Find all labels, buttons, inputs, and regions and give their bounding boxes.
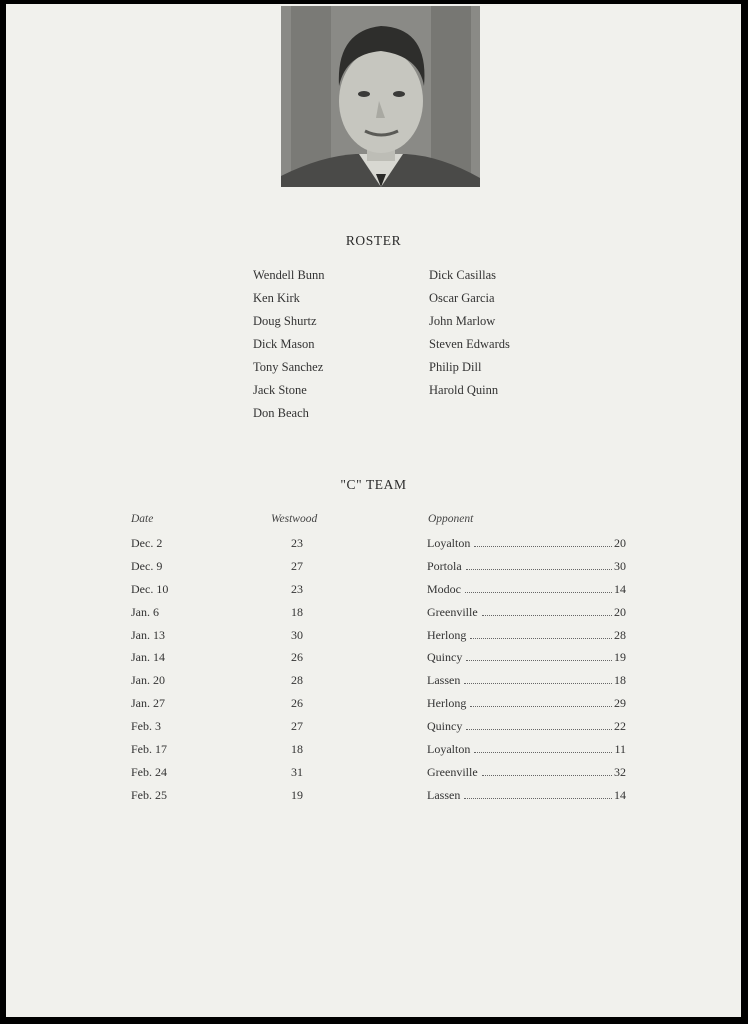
opponent-column-header: Opponent [428, 513, 474, 525]
game-date: Feb. 25 [131, 787, 167, 802]
westwood-column-header: Westwood [271, 513, 318, 525]
westwood-score: 28 [291, 673, 303, 688]
opponent-cell [427, 719, 626, 734]
roster-player-name: Philip Dill [429, 360, 482, 374]
roster-player-name: John Marlow [429, 314, 496, 328]
leader-dots [466, 729, 612, 730]
game-date: Feb. 3 [131, 719, 161, 734]
opponent-cell [427, 536, 626, 551]
leader-dots [464, 798, 612, 799]
opponent-name: Quincy [427, 650, 463, 665]
game-date: Jan. 6 [131, 604, 159, 619]
westwood-score: 27 [291, 558, 303, 573]
opponent-score: 14 [614, 581, 626, 596]
opponent-name: Lassen [427, 673, 461, 688]
opponent-score: 11 [614, 742, 626, 757]
roster-heading: ROSTER [345, 233, 402, 248]
roster-player-name: Harold Quinn [429, 383, 499, 397]
game-row [6, 628, 741, 651]
game-date: Jan. 20 [131, 673, 165, 688]
leader-dots [465, 592, 612, 593]
roster-left-column [253, 266, 325, 427]
roster-player-name: Dick Mason [253, 337, 315, 351]
opponent-score: 30 [614, 558, 626, 573]
opponent-score: 19 [614, 650, 626, 665]
opponent-cell [427, 696, 626, 711]
leader-dots [464, 683, 612, 684]
date-column-header: Date [131, 513, 154, 525]
opponent-score: 22 [614, 719, 626, 734]
westwood-score: 26 [291, 650, 303, 665]
c-team-heading: "C" TEAM [340, 477, 407, 492]
game-row [6, 719, 741, 742]
opponent-score: 28 [614, 627, 626, 642]
leader-dots [466, 569, 612, 570]
westwood-score: 18 [291, 604, 303, 619]
game-row [6, 605, 741, 628]
opponent-cell [427, 650, 626, 665]
opponent-cell [427, 788, 626, 803]
westwood-score: 18 [291, 742, 303, 757]
game-row [6, 559, 741, 582]
game-date: Dec. 2 [131, 536, 163, 550]
roster-player-name: Oscar Garcia [429, 291, 495, 305]
roster-player-name: Wendell Bunn [253, 268, 325, 282]
opponent-name: Portola [427, 558, 462, 573]
westwood-score: 23 [291, 581, 303, 596]
opponent-score: 18 [614, 673, 626, 688]
opponent-cell [427, 605, 626, 620]
yearbook-page [6, 4, 741, 1017]
roster-player-name: Tony Sanchez [253, 360, 324, 374]
leader-dots [474, 752, 612, 753]
opponent-cell [427, 673, 626, 688]
coach-portrait-photo [281, 6, 480, 187]
westwood-score: 19 [291, 787, 303, 802]
opponent-score: 14 [614, 787, 626, 802]
westwood-score: 23 [291, 536, 303, 550]
westwood-score: 31 [291, 764, 303, 779]
game-row [6, 673, 741, 696]
game-date: Feb. 24 [131, 764, 167, 779]
opponent-name: Quincy [427, 719, 463, 734]
westwood-score: 27 [291, 719, 303, 734]
opponent-name: Modoc [427, 581, 461, 596]
roster-player-name: Don Beach [253, 406, 309, 420]
opponent-name: Herlong [427, 696, 467, 711]
game-date: Jan. 27 [131, 696, 165, 711]
game-row [6, 696, 741, 719]
roster-player-name: Doug Shurtz [253, 314, 317, 328]
opponent-cell [427, 742, 626, 757]
opponent-score: 20 [614, 536, 626, 550]
roster-player-name: Dick Casillas [429, 268, 497, 282]
opponent-cell [427, 628, 626, 643]
opponent-cell [427, 582, 626, 597]
game-date: Feb. 17 [131, 742, 167, 757]
game-date: Dec. 9 [131, 558, 163, 573]
game-row [6, 765, 741, 788]
leader-dots [470, 706, 612, 707]
roster-player-name: Ken Kirk [253, 291, 300, 305]
roster-player-name: Steven Edwards [429, 337, 510, 351]
leader-dots [466, 660, 612, 661]
leader-dots [482, 775, 612, 776]
game-row [6, 536, 741, 559]
opponent-score: 32 [614, 764, 626, 779]
opponent-score: 20 [614, 604, 626, 619]
opponent-name: Greenville [427, 764, 478, 779]
opponent-cell [427, 765, 626, 780]
opponent-cell [427, 559, 626, 574]
opponent-name: Loyalton [427, 742, 471, 757]
opponent-score: 29 [614, 696, 626, 711]
opponent-name: Herlong [427, 627, 467, 642]
leader-dots [482, 615, 612, 616]
westwood-score: 30 [291, 627, 303, 642]
game-date: Dec. 10 [131, 581, 169, 596]
opponent-name: Lassen [427, 787, 461, 802]
game-date: Jan. 14 [131, 650, 165, 665]
game-date: Jan. 13 [131, 627, 165, 642]
game-row [6, 650, 741, 673]
leader-dots [470, 638, 612, 639]
roster-right-column [429, 266, 510, 404]
roster-player-name: Jack Stone [253, 383, 307, 397]
opponent-name: Loyalton [427, 536, 471, 550]
game-row [6, 582, 741, 605]
game-row [6, 788, 741, 811]
opponent-name: Greenville [427, 604, 478, 619]
game-row [6, 742, 741, 765]
westwood-score: 26 [291, 696, 303, 711]
leader-dots [474, 546, 612, 547]
schedule-table [6, 536, 741, 811]
